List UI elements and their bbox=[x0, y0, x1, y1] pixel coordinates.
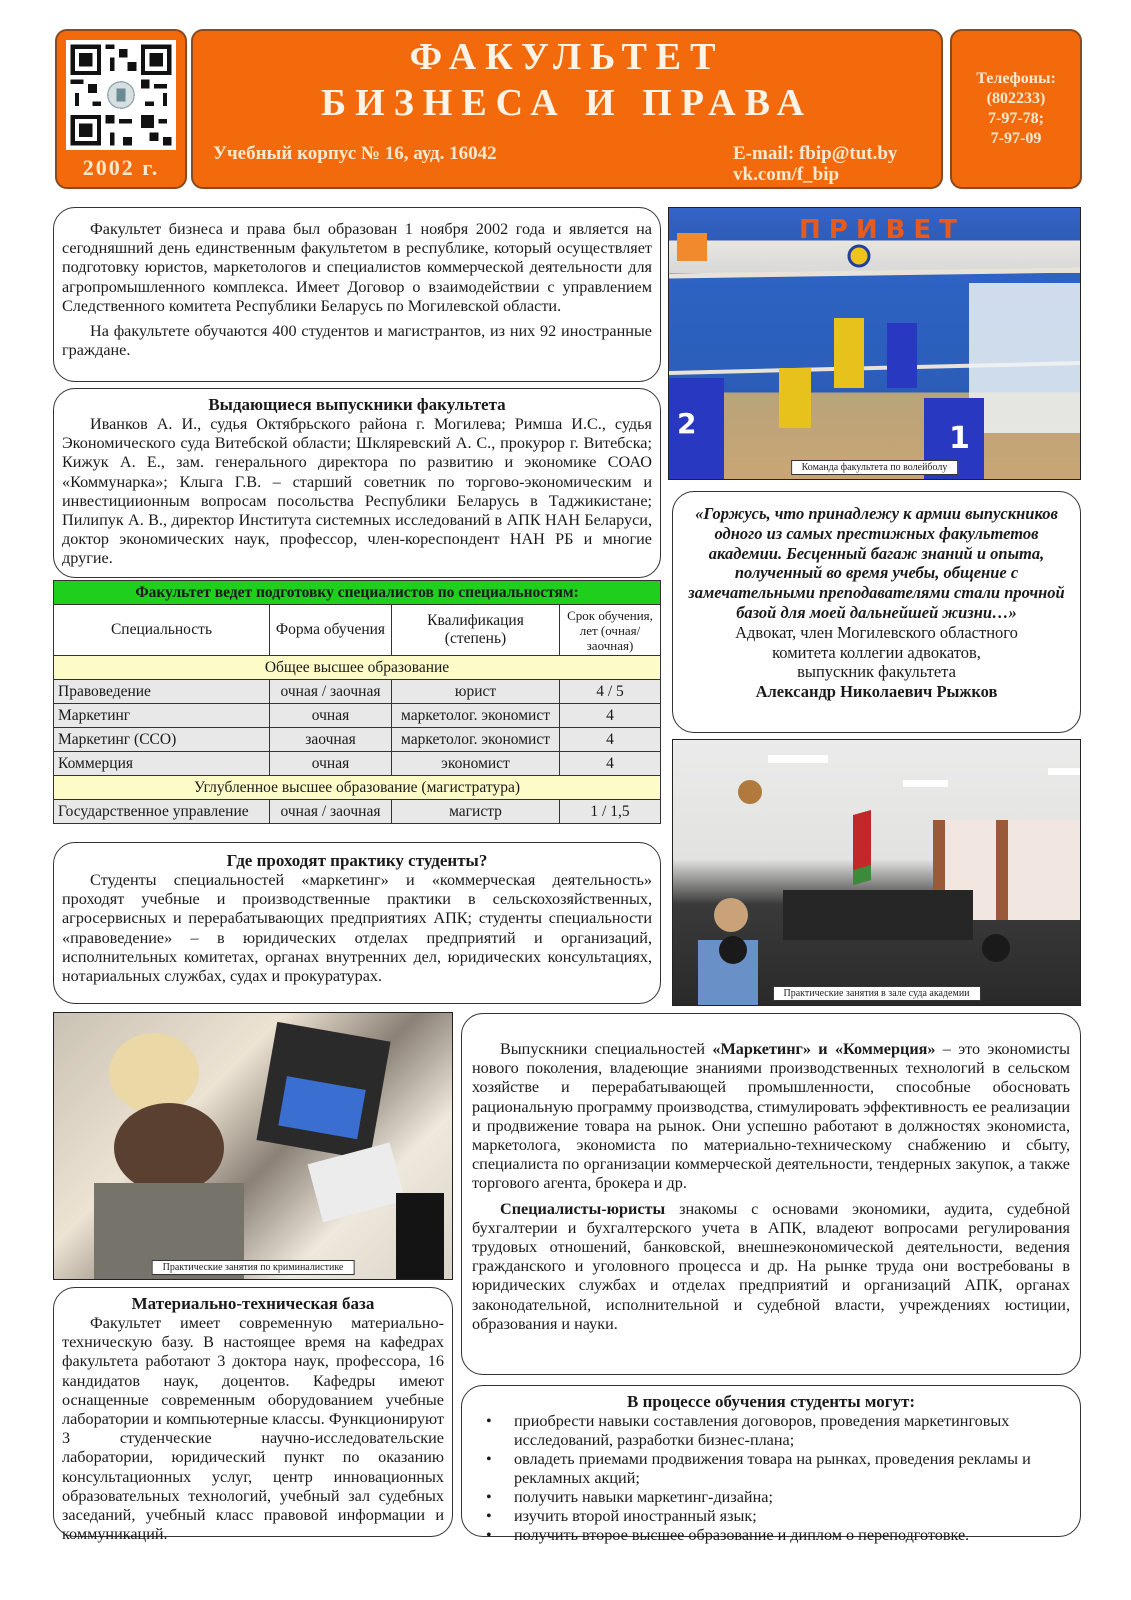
address: Учебный корпус № 16, ауд. 16042 bbox=[213, 143, 497, 164]
col-header-form: Форма обучения bbox=[270, 605, 392, 656]
cell-qualification: магистр bbox=[392, 800, 560, 824]
study-panel bbox=[461, 1385, 1081, 1544]
volleyball-scene-icon bbox=[669, 208, 1081, 480]
graduates-p2-rest: знакомы с основами экономики, аудита, судебной бухгалтерии и бухгалтерского учета в АПК, владеют вопросами регулирования трудовых отношений, банковской, внешнеэкономической деятельности, ведения гражданского и уголовного процесса и др. На рынке труда они востребованы в юридических службах и отделах предприятий и организаций АПК, органах законодательной, исполнительной и судебной власти, учреждениях юстиции, образования и науки. bbox=[472, 1199, 1070, 1333]
cell-form: очная bbox=[270, 752, 392, 776]
cell-duration: 4 bbox=[560, 752, 661, 776]
table-row bbox=[54, 800, 661, 824]
page-title-line2: БИЗНЕСА И ПРАВА bbox=[321, 82, 813, 124]
list-item: • получить навыки маркетинг-дизайна; bbox=[472, 1488, 1070, 1507]
table-row bbox=[54, 728, 661, 752]
intro-paragraph-2: На факультете обучаются 400 студентов и магистрантов, из них 92 иностранные граждане. bbox=[62, 322, 652, 360]
email-link[interactable]: E-mail: fbip@tut.by bbox=[733, 143, 898, 164]
courtroom-caption: Практические занятия в зале суда академии bbox=[772, 986, 980, 1001]
cell-duration: 4 / 5 bbox=[560, 680, 661, 704]
phones-block bbox=[950, 29, 1082, 189]
cell-specialty: Коммерция bbox=[54, 752, 270, 776]
list-item: • овладеть приемами продвижения товара на рынках, проведения рекламы и рекламных акций; bbox=[472, 1450, 1070, 1488]
graduates-p1-start: Выпускники специальностей bbox=[500, 1040, 713, 1058]
graduates-p2-bold: Специалисты-юристы bbox=[500, 1199, 666, 1218]
practice-title: Где проходят практику студенты? bbox=[226, 851, 488, 870]
quote-role-1: Адвокат, член Могилевского областного bbox=[735, 622, 1018, 642]
table-header-row bbox=[54, 605, 661, 656]
study-title: В процессе обучения студенты могут: bbox=[626, 1392, 915, 1411]
list-item: • получить второе высшее образование и диплом о переподготовке. bbox=[472, 1526, 1070, 1545]
quote-role-2: комитета коллегии адвокатов, bbox=[772, 642, 981, 662]
col-header-specialty: Специальность bbox=[54, 605, 270, 656]
practice-panel bbox=[53, 842, 661, 1004]
svg-text:1: 1 bbox=[949, 421, 970, 456]
table-row bbox=[54, 704, 661, 728]
founded-year: 2002 г. bbox=[82, 155, 160, 180]
cell-form: заочная bbox=[270, 728, 392, 752]
contacts bbox=[733, 143, 897, 185]
cell-specialty: Правоведение bbox=[54, 680, 270, 704]
cell-form: очная / заочная bbox=[270, 680, 392, 704]
facilities-title: Материально-техническая база bbox=[131, 1294, 375, 1313]
cell-specialty: Маркетинг bbox=[54, 704, 270, 728]
courtroom-scene-icon bbox=[673, 740, 1081, 1006]
practice-text: Студенты специальностей «маркетинг» и «коммерческая деятельность» проходят учебные и производственные практики в сельскохозяйственных, агросервисных и перерабатывающих предприятиях АПК; студенты специальности «правоведение» – в юридических отделах предприятий и организаций, исполнительных комитетах, органах внутренних дел, юридических консультациях, нотариальных службах, судах и прокуратурах. bbox=[62, 871, 652, 986]
cell-specialty: Государственное управление bbox=[54, 800, 270, 824]
cell-duration: 4 bbox=[560, 728, 661, 752]
facilities-text: Факультет имеет современную материально-техническую базу. В настоящее время на кафедрах факультета работают 3 доктора наук, профессора, 16 кандидатов наук, доцентов. Кафедры имеют оснащенные современным оборудованием учебные лаборатории и компьютерные классы. Функционируют 3 студенческие научно-исследовательские лаборатории, юридический пункт по оказанию консультационных услуг, центр инновационных образовательных технологий, учебный зал судебных заседаний, учебный класс правовой информации и коммуникаций. bbox=[62, 1314, 444, 1544]
specialties-table bbox=[53, 580, 661, 824]
phone-1[interactable]: 7-97-78; bbox=[988, 110, 1044, 127]
quote-role-3: выпускник факультета bbox=[797, 662, 956, 682]
cell-form: очная bbox=[270, 704, 392, 728]
quote-author: Александр Николаевич Рыжков bbox=[755, 682, 998, 702]
criminalistics-caption: Практические занятия по криминалистике bbox=[152, 1260, 355, 1275]
cell-duration: 1 / 1,5 bbox=[560, 800, 661, 824]
cell-qualification: экономист bbox=[392, 752, 560, 776]
title-banner bbox=[191, 29, 943, 189]
study-list bbox=[472, 1412, 1070, 1545]
qr-code-icon bbox=[66, 40, 176, 150]
criminalistics-scene-icon bbox=[54, 1013, 453, 1280]
cell-qualification: маркетолог. экономист bbox=[392, 728, 560, 752]
list-item: • изучить второй иностранный язык; bbox=[472, 1507, 1070, 1526]
col-header-qualification: Квалификация (степень) bbox=[392, 605, 560, 656]
graduates-paragraph-2 bbox=[472, 1200, 1070, 1334]
cell-qualification: юрист bbox=[392, 680, 560, 704]
graduates-p1-rest: – это экономисты нового поколения, владеющие знаниями производственных технологий в сельском хозяйстве и перерабатывающей промышленности, способные обосновать рациональную программу производства, стимулировать эффективность ее реализации и продвижение товара на рынок. Они успешно работают в должностях экономиста, маркетолога, экономиста по материально-техническому снабжению и сбыту, специалиста по организации коммерческой деятельности, тендерных закупок, а также торгового агента, брокера и др. bbox=[472, 1040, 1070, 1193]
criminalistics-photo bbox=[53, 1012, 453, 1280]
list-item: • приобрести навыки составления договоров, проведения маркетинговых исследований, разработки бизнес-плана; bbox=[472, 1412, 1070, 1450]
facilities-panel bbox=[53, 1287, 453, 1544]
intro-paragraph-1: Факультет бизнеса и права был образован 1 ноября 2002 года и является на сегодняшний день единственным факультетом в республике, который осуществляет подготовку юристов, маркетологов и специалистов коммерческой деятельности для агропромышленного комплекса. Имеет Договор о взаимодействии с управлением Следственного комитета Республики Беларусь по Могилевской области. bbox=[62, 220, 652, 315]
qr-code[interactable] bbox=[66, 40, 176, 150]
cell-specialty: Маркетинг (ССО) bbox=[54, 728, 270, 752]
phones-label: Телефоны: bbox=[976, 70, 1056, 87]
svg-text:2: 2 bbox=[677, 407, 697, 440]
section-general: Общее высшее образование bbox=[54, 656, 661, 680]
volleyball-caption: Команда факультета по волейболу bbox=[791, 460, 959, 475]
qr-block bbox=[55, 29, 187, 189]
alumni-title: Выдающиеся выпускники факультета bbox=[208, 395, 506, 414]
svg-text:ПРИВЕТ: ПРИВЕТ bbox=[799, 215, 965, 245]
courtroom-photo bbox=[672, 739, 1081, 1006]
quote-text: «Горжусь, что принадлежу к армии выпускников одного из самых престижных факультетов академии. Бесценный багаж знаний и опыта, полученный во время учебы, общение с замечательными преподавателями стали прочной базой для моей дальнейшей жизни…» bbox=[688, 504, 1065, 622]
graduates-p1-bold: «Маркетинг» и «Коммерция» bbox=[712, 1040, 936, 1058]
cell-qualification: маркетолог. экономист bbox=[392, 704, 560, 728]
volleyball-photo bbox=[668, 207, 1081, 480]
col-header-duration: Срок обучения, лет (очная/заочная) bbox=[560, 605, 661, 656]
table-row bbox=[54, 752, 661, 776]
graduates-paragraph-1 bbox=[472, 1040, 1070, 1194]
table-row bbox=[54, 680, 661, 704]
table-title: Факультет ведет подготовку специалистов по специальностям: bbox=[54, 581, 661, 605]
page-title-line1: ФАКУЛЬТЕТ bbox=[409, 36, 725, 78]
alumni-text: Иванков А. И., судья Октябрьского района г. Могилева; Римша И.С., судья Экономического суда Витебской области; Шкляревский А. С., прокурор г. Витебска; Кижук А. Е., зам. генерального директора по развитию и экономике СОАО «Коммунарка»; Клыга Г.В. – старший советник по торгово-экономическим и инвестициионным вопросам посольства Республики Беларусь в Таджикистане; Пилипук А. В., директор Института системных исследований в АПК НАН Беларуси, доктор экономических наук, профессор, член-кореспондент НАН РБ и многие другие. bbox=[62, 415, 652, 568]
section-masters: Углубленное высшее образование (магистратура) bbox=[54, 776, 661, 800]
graduates-panel bbox=[461, 1013, 1081, 1375]
intro-panel bbox=[53, 207, 661, 382]
phone-2[interactable]: 7-97-09 bbox=[990, 130, 1042, 147]
quote-panel bbox=[672, 491, 1081, 733]
vk-link[interactable]: vk.com/f_bip bbox=[733, 164, 840, 185]
cell-form: очная / заочная bbox=[270, 800, 392, 824]
phone-code: (802233) bbox=[986, 90, 1046, 107]
alumni-panel bbox=[53, 388, 661, 578]
cell-duration: 4 bbox=[560, 704, 661, 728]
